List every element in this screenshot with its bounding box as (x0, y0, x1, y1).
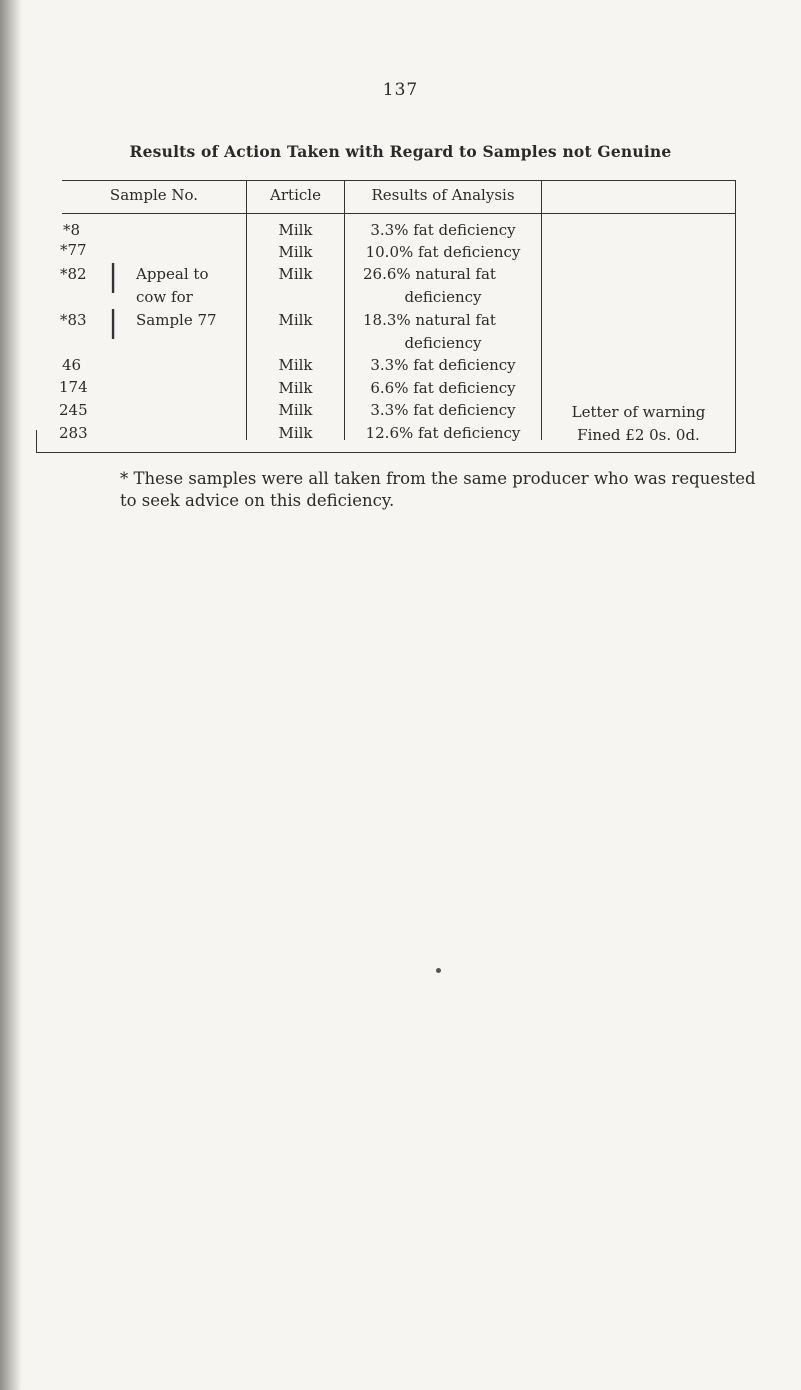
page-number: 137 (382, 80, 419, 100)
bracket-note-line: cow for (136, 288, 193, 306)
table-cell-sample: *77 (60, 241, 87, 259)
table-cell-result: 10.0% fat deficiency (365, 243, 521, 261)
header-sample-no: Sample No. (109, 186, 199, 204)
table-cell-sample: 46 (62, 356, 82, 374)
book-binding-shadow (0, 0, 22, 1390)
bracket-top: | (108, 259, 119, 294)
table-top-rule (62, 180, 736, 181)
table-cell-sample: 174 (59, 378, 88, 396)
table-cell-result: 12.6% fat deficiency (365, 424, 521, 442)
column-divider-right (735, 180, 736, 452)
table-cell-article: Milk (278, 424, 313, 442)
table-cell-sample: *82 (60, 265, 87, 283)
table-cell-result: 18.3% natural fat (363, 311, 496, 329)
table-cell-sample: *8 (63, 221, 81, 239)
table-cell-sample: 245 (59, 401, 88, 419)
page-title: Results of Action Taken with Regard to Samples not Genuine (129, 142, 672, 161)
table-cell-result-cont: deficiency (404, 288, 482, 306)
table-cell-article: Milk (278, 379, 313, 397)
table-cell-action: Letter of warning (571, 403, 706, 421)
table-cell-article: Milk (278, 243, 313, 261)
table-cell-sample: *83 (60, 311, 87, 329)
table-cell-result: 3.3% fat deficiency (370, 221, 516, 239)
table-cell-article: Milk (278, 221, 313, 239)
bracket-note-line: Sample 77 (136, 311, 217, 329)
table-cell-result-cont: deficiency (404, 334, 482, 352)
footnote: * These samples were all taken from the same producer who was requested to seek advice on this deficiency. (120, 469, 756, 510)
paper-speck (436, 968, 441, 973)
header-results: Results of Analysis (371, 186, 515, 204)
table-cell-article: Milk (278, 356, 313, 374)
bracket-bottom: | (108, 305, 119, 340)
header-bottom-rule (62, 213, 736, 214)
column-divider-3 (541, 180, 542, 440)
table-cell-result: 3.3% fat deficiency (370, 401, 516, 419)
table-cell-result: 6.6% fat deficiency (370, 379, 516, 397)
bracket-note-line: Appeal to (136, 265, 209, 283)
header-article: Article (270, 186, 321, 204)
table-cell-result: 3.3% fat deficiency (370, 356, 516, 374)
table-cell-result: 26.6% natural fat (363, 265, 496, 283)
table-cell-article: Milk (278, 311, 313, 329)
column-divider-left (36, 430, 37, 452)
table-cell-action: Fined £2 0s. 0d. (577, 426, 700, 444)
table-cell-article: Milk (278, 401, 313, 419)
table-cell-sample: 283 (59, 424, 88, 442)
table-bottom-rule (36, 452, 736, 453)
table-cell-article: Milk (278, 265, 313, 283)
